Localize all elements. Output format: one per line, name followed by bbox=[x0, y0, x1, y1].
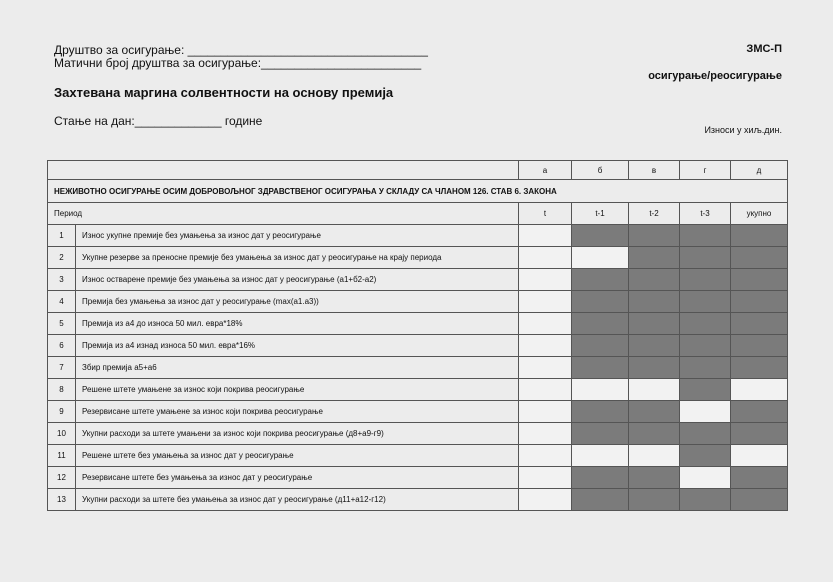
row-label: Решене штете без умањења за износ дат у реосигурање bbox=[76, 445, 519, 467]
shaded-cell bbox=[731, 313, 788, 335]
input-cell[interactable] bbox=[572, 247, 629, 269]
shaded-cell bbox=[731, 401, 788, 423]
period-column-header: укупно bbox=[731, 203, 788, 225]
row-number: 8 bbox=[48, 379, 76, 401]
shaded-cell bbox=[629, 313, 680, 335]
row-number: 13 bbox=[48, 489, 76, 511]
shaded-cell bbox=[680, 313, 731, 335]
row-label: Износ укупне премије без умањења за износ дат у реосигурање bbox=[76, 225, 519, 247]
row-number: 10 bbox=[48, 423, 76, 445]
period-column-header: t-1 bbox=[572, 203, 629, 225]
shaded-cell bbox=[572, 423, 629, 445]
input-cell[interactable] bbox=[680, 467, 731, 489]
row-number: 11 bbox=[48, 445, 76, 467]
shaded-cell bbox=[629, 291, 680, 313]
row-number: 3 bbox=[48, 269, 76, 291]
section-title-row bbox=[48, 180, 788, 203]
period-column-header: t-2 bbox=[629, 203, 680, 225]
column-letter-row bbox=[48, 161, 788, 180]
row-label: Резервисане штете умањене за износ који покрива реосигурање bbox=[76, 401, 519, 423]
row-number: 9 bbox=[48, 401, 76, 423]
shaded-cell bbox=[731, 467, 788, 489]
shaded-cell bbox=[680, 291, 731, 313]
form-subtitle: осигурање/реосигурање bbox=[648, 70, 782, 82]
shaded-cell bbox=[680, 489, 731, 511]
row-label: Премија из а4 до износа 50 мил. евра*18% bbox=[76, 313, 519, 335]
table-row bbox=[48, 357, 788, 379]
section-title: НЕЖИВОТНО ОСИГУРАЊЕ ОСИМ ДОБРОВОЉНОГ ЗДРАВСТВЕНОГ ОСИГУРАЊА У СКЛАДУ СА ЧЛАНОМ 126. СТАВ 6. ЗАКОНА bbox=[48, 180, 788, 203]
column-letter: в bbox=[629, 161, 680, 180]
shaded-cell bbox=[572, 269, 629, 291]
shaded-cell bbox=[680, 379, 731, 401]
column-letter: б bbox=[572, 161, 629, 180]
row-number: 2 bbox=[48, 247, 76, 269]
shaded-cell bbox=[731, 489, 788, 511]
shaded-cell bbox=[731, 423, 788, 445]
row-label: Премија без умањења за износ дат у реосигурање (max(a1.a3)) bbox=[76, 291, 519, 313]
row-label: Укупни расходи за штете умањени за износ који покрива реосигурање (д8+а9-г9) bbox=[76, 423, 519, 445]
input-cell[interactable] bbox=[519, 401, 572, 423]
registration-number-label: Матични број друштва за осигурање:________________________ bbox=[54, 56, 422, 70]
input-cell[interactable] bbox=[572, 445, 629, 467]
shaded-cell bbox=[680, 269, 731, 291]
input-cell[interactable] bbox=[519, 269, 572, 291]
shaded-cell bbox=[629, 225, 680, 247]
input-cell[interactable] bbox=[519, 379, 572, 401]
shaded-cell bbox=[572, 335, 629, 357]
row-label: Решене штете умањене за износ који покрива реосигурање bbox=[76, 379, 519, 401]
input-cell[interactable] bbox=[519, 489, 572, 511]
shaded-cell bbox=[572, 357, 629, 379]
shaded-cell bbox=[680, 423, 731, 445]
shaded-cell bbox=[629, 401, 680, 423]
units-note: Износи у хиљ.дин. bbox=[704, 125, 782, 135]
shaded-cell bbox=[572, 313, 629, 335]
column-letter: д bbox=[731, 161, 788, 180]
period-column-header: t bbox=[519, 203, 572, 225]
state-date-label: Стање на дан:_____________ године bbox=[54, 114, 263, 128]
input-cell[interactable] bbox=[519, 335, 572, 357]
shaded-cell bbox=[680, 225, 731, 247]
period-column-header: t-3 bbox=[680, 203, 731, 225]
row-label: Укупни расходи за штете без умањења за износ дат у реосигурање (д11+а12-г12) bbox=[76, 489, 519, 511]
row-label: Укупне резерве за преносне премије без умањења за износ дат у реосигурање на крају периода bbox=[76, 247, 519, 269]
input-cell[interactable] bbox=[731, 379, 788, 401]
table-row bbox=[48, 379, 788, 401]
shaded-cell bbox=[629, 357, 680, 379]
corner-cell bbox=[48, 161, 519, 180]
period-header-row bbox=[48, 203, 788, 225]
shaded-cell bbox=[731, 269, 788, 291]
column-letter: г bbox=[680, 161, 731, 180]
shaded-cell bbox=[680, 445, 731, 467]
input-cell[interactable] bbox=[629, 379, 680, 401]
shaded-cell bbox=[629, 269, 680, 291]
shaded-cell bbox=[731, 225, 788, 247]
row-label: Резервисане штете без умањења за износ дат у реосигурање bbox=[76, 467, 519, 489]
input-cell[interactable] bbox=[519, 467, 572, 489]
input-cell[interactable] bbox=[629, 445, 680, 467]
table-row bbox=[48, 335, 788, 357]
row-label: Премија из а4 изнад износа 50 мил. евра*16% bbox=[76, 335, 519, 357]
shaded-cell bbox=[680, 357, 731, 379]
table-row bbox=[48, 225, 788, 247]
shaded-cell bbox=[572, 467, 629, 489]
table-row bbox=[48, 423, 788, 445]
input-cell[interactable] bbox=[519, 313, 572, 335]
row-number: 6 bbox=[48, 335, 76, 357]
row-number: 5 bbox=[48, 313, 76, 335]
table-row bbox=[48, 313, 788, 335]
input-cell[interactable] bbox=[680, 401, 731, 423]
shaded-cell bbox=[731, 357, 788, 379]
shaded-cell bbox=[629, 489, 680, 511]
row-label: Износ остварене премије без умањења за износ дат у реосигурање (а1+б2-а2) bbox=[76, 269, 519, 291]
company-field-label: Друштво за осигурање: ____________________________________ bbox=[54, 43, 428, 57]
page-title: Захтевана маргина солвентности на основу премија bbox=[54, 85, 394, 100]
input-cell[interactable] bbox=[519, 247, 572, 269]
row-number: 1 bbox=[48, 225, 76, 247]
input-cell[interactable] bbox=[519, 445, 572, 467]
input-cell[interactable] bbox=[731, 445, 788, 467]
table-row bbox=[48, 269, 788, 291]
period-label: Период bbox=[48, 203, 519, 225]
shaded-cell bbox=[680, 247, 731, 269]
table-row bbox=[48, 291, 788, 313]
table-row bbox=[48, 489, 788, 511]
input-cell[interactable] bbox=[572, 379, 629, 401]
solvency-margin-table bbox=[47, 160, 788, 511]
shaded-cell bbox=[572, 401, 629, 423]
row-number: 4 bbox=[48, 291, 76, 313]
row-number: 12 bbox=[48, 467, 76, 489]
shaded-cell bbox=[629, 247, 680, 269]
shaded-cell bbox=[731, 247, 788, 269]
shaded-cell bbox=[629, 335, 680, 357]
row-number: 7 bbox=[48, 357, 76, 379]
row-label: Збир премија а5+а6 bbox=[76, 357, 519, 379]
table-row bbox=[48, 467, 788, 489]
table-row bbox=[48, 445, 788, 467]
shaded-cell bbox=[572, 225, 629, 247]
table-row bbox=[48, 247, 788, 269]
input-cell[interactable] bbox=[519, 225, 572, 247]
shaded-cell bbox=[731, 335, 788, 357]
form-code: ЗМС-П bbox=[746, 43, 782, 55]
shaded-cell bbox=[572, 489, 629, 511]
input-cell[interactable] bbox=[519, 357, 572, 379]
shaded-cell bbox=[629, 423, 680, 445]
input-cell[interactable] bbox=[519, 291, 572, 313]
column-letter: а bbox=[519, 161, 572, 180]
shaded-cell bbox=[731, 291, 788, 313]
input-cell[interactable] bbox=[519, 423, 572, 445]
shaded-cell bbox=[629, 467, 680, 489]
shaded-cell bbox=[572, 291, 629, 313]
shaded-cell bbox=[680, 335, 731, 357]
table-row bbox=[48, 401, 788, 423]
